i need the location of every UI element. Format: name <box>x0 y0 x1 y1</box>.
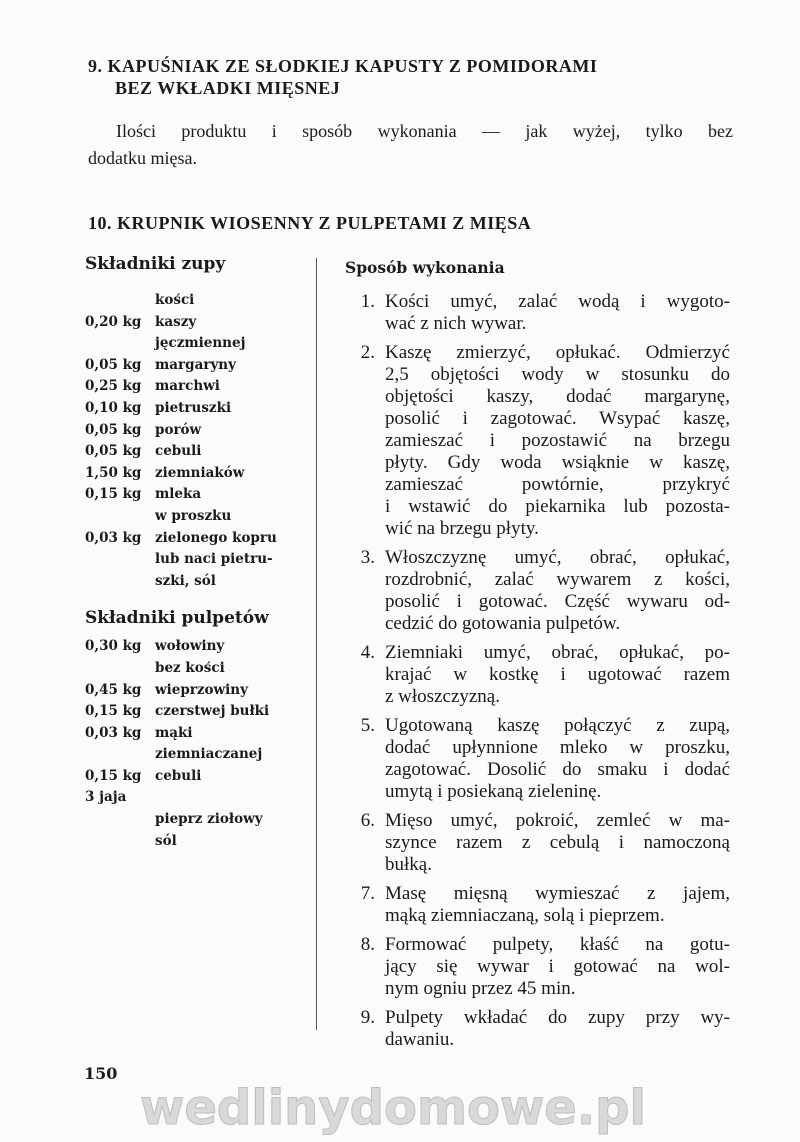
ingredient-quantity: 0,05 kg <box>85 443 142 460</box>
step-text <box>385 291 730 335</box>
ingredient-row <box>85 701 310 723</box>
step-line: mąką ziemniaczaną, solą i pieprzem. <box>385 905 665 926</box>
ingredient-name: kaszy <box>155 313 197 330</box>
column-divider <box>316 258 317 1030</box>
ingredient-name: zielonego kopru <box>155 529 277 546</box>
step-line: nym ogniu przez 45 min. <box>385 978 576 999</box>
ingredient-quantity: 0,05 kg <box>85 356 142 373</box>
ingredient-row <box>85 441 310 463</box>
ingredient-quantity <box>85 831 155 853</box>
step-number: 2. <box>360 342 375 363</box>
step-line: zagotować. Dosolić do smaku i dodać <box>385 759 730 780</box>
ingredient-name: kości <box>155 292 195 308</box>
step-number: 7. <box>360 883 375 904</box>
step-line: jący się wywar i gotować na wol- <box>385 956 730 977</box>
step-line: umytą i posiekaną zieleninę. <box>385 781 602 802</box>
step-line: Formować pulpety, kłaść na gotu- <box>385 934 730 955</box>
soup-ingredient-list <box>85 290 310 592</box>
title-line: BEZ WKŁADKI MIĘSNEJ <box>115 78 341 98</box>
ingredient-quantity: 0,25 kg <box>85 378 142 395</box>
step-line: Ziemniaki umyć, obrać, opłukać, po- <box>385 642 730 663</box>
step-line: wać z nich wywar. <box>385 313 527 334</box>
meatball-ingredient-list <box>85 636 310 852</box>
ingredient-row <box>85 549 310 571</box>
step-text <box>385 715 730 803</box>
watermark: wedlinydomowe.pl <box>140 1080 646 1136</box>
ingredient-quantity: 0,03 kg <box>85 529 142 546</box>
step-line: cedzić do gotowania pulpetów. <box>385 613 621 634</box>
ingredient-row <box>85 636 310 658</box>
ingredient-row <box>85 787 310 809</box>
step-line: Masę mięsną wymieszać z jajem, <box>385 883 730 904</box>
step-line: zamieszać powtórnie, przykryć <box>385 474 730 495</box>
meatball-ingredients-heading: Składniki pulpetów <box>85 608 269 629</box>
step-line: z włoszczyzną. <box>385 686 500 707</box>
ingredient-row <box>85 680 310 702</box>
ingredient-name: marchwi <box>155 378 220 395</box>
step-line: dodać upłynnione mleko w proszku, <box>385 737 730 758</box>
step-line: Mięso umyć, pokroić, zemleć w ma- <box>385 810 730 831</box>
step-line: objętości kaszy, dodać margarynę, <box>385 386 730 407</box>
method-heading: Sposób wykonania <box>345 258 505 277</box>
ingredient-name: mleka <box>155 486 202 503</box>
step-line: Ugotowaną kaszę połączyć z zupą, <box>385 715 730 736</box>
page-number: 150 <box>84 1064 118 1083</box>
ingredient-quantity <box>85 744 155 766</box>
step-text <box>385 547 730 635</box>
method-step <box>345 1007 730 1051</box>
method-step <box>345 715 730 803</box>
ingredient-row <box>85 312 310 334</box>
step-line: rozdrobnić, zalać wywarem z kości, <box>385 569 730 590</box>
text-line: Ilości produktu i sposób wykonania — jak wyżej, tylko bez <box>116 121 733 141</box>
ingredient-quantity: 0,20 kg <box>85 313 142 330</box>
step-number: 5. <box>360 715 375 736</box>
method-step <box>345 291 730 335</box>
soup-ingredients-heading: Składniki zupy <box>85 254 226 274</box>
method-steps <box>345 291 730 1051</box>
step-number: 8. <box>360 934 375 955</box>
method-step <box>345 883 730 927</box>
ingredient-quantity <box>85 658 155 680</box>
ingredient-row <box>85 831 310 853</box>
method-column <box>345 258 730 1058</box>
ingredient-name: porów <box>155 421 202 438</box>
step-text <box>385 642 730 708</box>
ingredient-name: w proszku <box>155 507 232 524</box>
ingredient-name: lub naci pietru- <box>155 551 273 568</box>
ingredient-quantity: 0,45 kg <box>85 681 142 698</box>
ingredient-row <box>85 506 310 528</box>
ingredient-quantity: 0,05 kg <box>85 421 142 438</box>
step-text <box>385 883 730 927</box>
step-line: Kaszę zmierzyć, opłukać. Odmierzyć <box>385 342 730 363</box>
step-line: Kości umyć, zalać wodą i wygoto- <box>385 291 730 312</box>
ingredient-name: ziemniaków <box>155 464 245 481</box>
ingredient-quantity: 0,15 kg <box>85 767 142 784</box>
step-number: 1. <box>360 291 375 312</box>
ingredients-column <box>85 254 310 852</box>
step-number: 4. <box>360 642 375 663</box>
ingredient-row <box>85 484 310 506</box>
step-text <box>385 810 730 876</box>
step-text <box>385 342 730 540</box>
ingredient-row <box>85 355 310 377</box>
ingredient-name: jęczmiennej <box>155 335 246 352</box>
ingredient-name: wołowiny <box>155 638 225 655</box>
method-step <box>345 810 730 876</box>
ingredient-row <box>85 766 310 788</box>
ingredient-quantity: 0,15 kg <box>85 703 142 720</box>
step-text <box>385 1007 730 1051</box>
step-line: zamieszać i pozostawić na brzegu <box>385 430 730 451</box>
step-line: Włoszczyznę umyć, obrać, opłukać, <box>385 547 730 568</box>
step-line: posolić i zagotować. Wsypać kaszę, <box>385 408 730 429</box>
recipe9-text <box>88 118 733 172</box>
ingredient-name: szki, sól <box>155 572 216 589</box>
method-step <box>345 934 730 1000</box>
text-line: dodatku mięsa. <box>88 148 197 168</box>
ingredient-row <box>85 420 310 442</box>
ingredient-row <box>85 571 310 593</box>
ingredient-name: czerstwej bułki <box>155 703 270 720</box>
ingredient-row <box>85 744 310 766</box>
recipe9-title <box>88 55 738 99</box>
step-number: 6. <box>360 810 375 831</box>
ingredient-name: pietruszki <box>155 399 232 416</box>
step-number: 3. <box>360 547 375 568</box>
step-line: płyty. Gdy woda wsiąknie w kaszę, <box>385 452 730 473</box>
ingredient-name: pieprz ziołowy <box>155 811 263 828</box>
ingredient-quantity: 0,10 kg <box>85 399 142 416</box>
ingredient-row <box>85 809 310 831</box>
ingredient-row <box>85 398 310 420</box>
method-step <box>345 342 730 540</box>
ingredient-quantity <box>85 809 155 831</box>
ingredient-quantity <box>85 333 155 355</box>
ingredient-row <box>85 528 310 550</box>
recipe10-title: 10. KRUPNIK WIOSENNY Z PULPETAMI Z MIĘSA <box>88 213 532 233</box>
ingredient-row <box>85 333 310 355</box>
ingredient-row <box>85 658 310 680</box>
title-line: 9. KAPUŚNIAK ZE SŁODKIEJ KAPUSTY Z POMIDORAMI <box>88 56 598 76</box>
ingredient-name: ziemniaczanej <box>155 746 263 763</box>
ingredient-quantity: 1,50 kg <box>85 464 142 481</box>
ingredient-quantity: 0,03 kg <box>85 724 142 741</box>
ingredient-quantity <box>85 549 155 571</box>
ingredient-row <box>85 463 310 485</box>
ingredient-quantity: 0,30 kg <box>85 638 142 655</box>
ingredient-name: cebuli <box>155 443 202 460</box>
step-line: bułką. <box>385 854 432 875</box>
step-line: i wstawić do piekarnika lub pozosta- <box>385 496 730 517</box>
step-line: posolić i gotować. Część wywaru od- <box>385 591 730 612</box>
ingredient-name: margaryny <box>155 356 236 373</box>
ingredient-name: mąki <box>155 724 193 741</box>
step-line: wić na brzegu płyty. <box>385 518 539 539</box>
method-step <box>345 547 730 635</box>
ingredient-row <box>85 290 310 312</box>
step-line: 2,5 objętości wody w stosunku do <box>385 364 730 385</box>
ingredient-name: bez kości <box>155 659 225 676</box>
ingredient-name: cebuli <box>155 767 202 784</box>
ingredient-quantity <box>85 506 155 528</box>
ingredient-quantity: 3 jaja <box>85 789 127 806</box>
ingredient-name: sól <box>155 832 177 849</box>
step-line: szynce razem z cebulą i namoczoną <box>385 832 730 853</box>
ingredient-quantity <box>85 571 155 593</box>
ingredient-quantity: 0,15 kg <box>85 486 142 503</box>
step-line: dawaniu. <box>385 1029 455 1050</box>
step-text <box>385 934 730 1000</box>
step-line: krajać w kostkę i ugotować razem <box>385 664 730 685</box>
method-step <box>345 642 730 708</box>
ingredient-quantity <box>85 290 155 312</box>
ingredient-row <box>85 376 310 398</box>
step-number: 9. <box>360 1007 375 1028</box>
step-line: Pulpety wkładać do zupy przy wy- <box>385 1007 730 1028</box>
ingredient-row <box>85 723 310 745</box>
ingredient-name: wieprzowiny <box>155 681 248 698</box>
